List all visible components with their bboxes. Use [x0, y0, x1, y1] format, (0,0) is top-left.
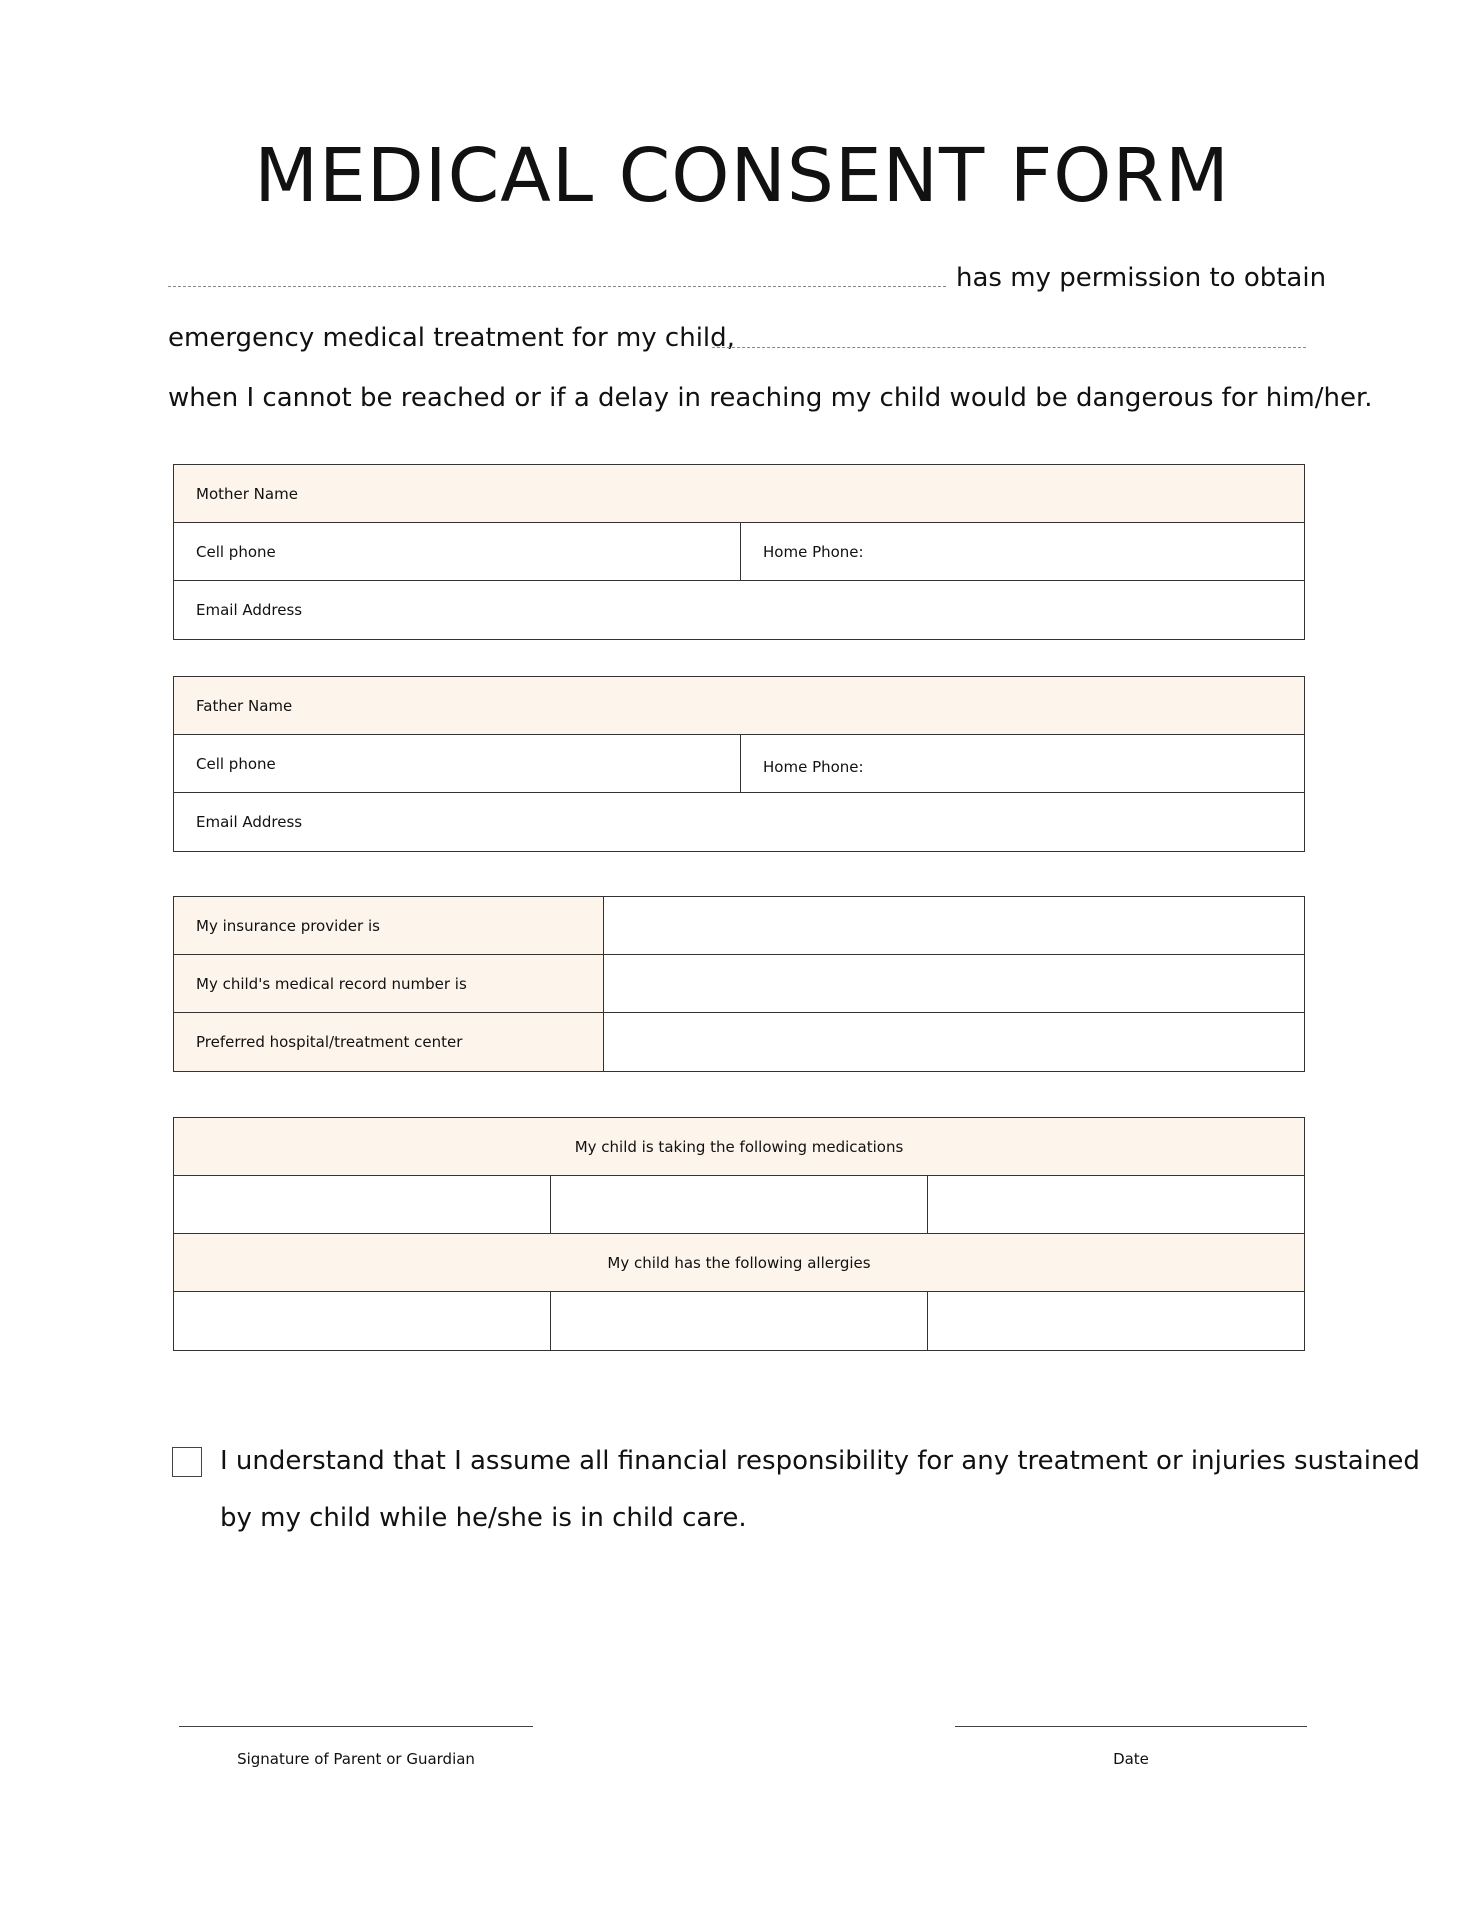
- allergy-field-2[interactable]: [551, 1292, 928, 1350]
- medication-field-1[interactable]: [174, 1176, 551, 1233]
- father-home-phone-label: Home Phone:: [763, 758, 864, 776]
- preferred-hospital-label-cell: [174, 1013, 604, 1071]
- father-info-table: [173, 676, 1305, 852]
- medication-field-3[interactable]: [928, 1176, 1304, 1233]
- mother-info-table: [173, 464, 1305, 640]
- insurance-provider-row: [174, 897, 1304, 955]
- allergy-field-1[interactable]: [174, 1292, 551, 1350]
- medical-record-label: My child's medical record number is: [196, 974, 467, 993]
- intro-line-3: when I cannot be reached or if a delay in reaching my child would be dangerous for him/her.: [168, 383, 1373, 413]
- date-label: Date: [1113, 1750, 1149, 1768]
- medication-field-2[interactable]: [551, 1176, 928, 1233]
- date-line[interactable]: [955, 1726, 1307, 1727]
- medical-record-label-cell: [174, 955, 604, 1012]
- preferred-hospital-label: Preferred hospital/treatment center: [196, 1033, 463, 1051]
- guardian-name-blank[interactable]: [168, 286, 946, 287]
- allergies-header: [174, 1234, 1304, 1291]
- mother-email-row: [174, 581, 1304, 639]
- acknowledgement-line-2: by my child while he/she is in child care.: [220, 1503, 747, 1533]
- medical-record-row: [174, 955, 1304, 1013]
- father-cell-phone-label: Cell phone: [196, 754, 276, 773]
- signature-label: Signature of Parent or Guardian: [237, 1750, 475, 1768]
- intro-line-2-prefix: emergency medical treatment for my child,: [168, 323, 735, 353]
- medications-entry-row: [174, 1176, 1304, 1234]
- mother-email-field[interactable]: [174, 581, 1304, 639]
- medications-label: My child is taking the following medications: [574, 1137, 904, 1156]
- allergies-label: My child has the following allergies: [607, 1253, 871, 1272]
- father-email-field[interactable]: [174, 793, 1304, 851]
- mother-name-row: [174, 465, 1304, 523]
- signature-line[interactable]: [179, 1726, 533, 1727]
- preferred-hospital-row: [174, 1013, 1304, 1071]
- intro-line-1-suffix: has my permission to obtain: [956, 263, 1327, 293]
- mother-name-label: Mother Name: [196, 484, 298, 503]
- medications-header-row: [174, 1118, 1304, 1176]
- father-email-row: [174, 793, 1304, 851]
- mother-phone-row: [174, 523, 1304, 581]
- insurance-provider-field[interactable]: [604, 897, 1304, 954]
- insurance-provider-label-cell: [174, 897, 604, 954]
- father-home-phone-field[interactable]: [741, 735, 1304, 792]
- medical-record-field[interactable]: [604, 955, 1304, 1012]
- form-title: MEDICAL CONSENT FORM: [254, 133, 1230, 219]
- father-name-row: [174, 677, 1304, 735]
- father-cell-phone-field[interactable]: [174, 735, 741, 792]
- mother-cell-phone-label: Cell phone: [196, 542, 276, 561]
- health-table: [173, 1117, 1305, 1351]
- mother-home-phone-label: Home Phone:: [763, 542, 864, 561]
- insurance-provider-label: My insurance provider is: [196, 916, 380, 935]
- preferred-hospital-field[interactable]: [604, 1013, 1304, 1071]
- mother-home-phone-field[interactable]: [741, 523, 1304, 580]
- acknowledgement-line-1: I understand that I assume all financial responsibility for any treatment or injuries sustained: [220, 1446, 1420, 1476]
- child-name-blank[interactable]: [712, 347, 1306, 348]
- allergies-header-row: [174, 1234, 1304, 1292]
- financial-responsibility-checkbox[interactable]: [172, 1447, 202, 1477]
- allergies-entry-row: [174, 1292, 1304, 1350]
- mother-name-field[interactable]: [174, 465, 1304, 522]
- mother-email-label: Email Address: [196, 601, 303, 619]
- father-name-field[interactable]: [174, 677, 1304, 734]
- father-email-label: Email Address: [196, 813, 303, 831]
- medications-header: [174, 1118, 1304, 1175]
- mother-cell-phone-field[interactable]: [174, 523, 741, 580]
- father-name-label: Father Name: [196, 696, 293, 715]
- allergy-field-3[interactable]: [928, 1292, 1304, 1350]
- father-phone-row: [174, 735, 1304, 793]
- insurance-table: [173, 896, 1305, 1072]
